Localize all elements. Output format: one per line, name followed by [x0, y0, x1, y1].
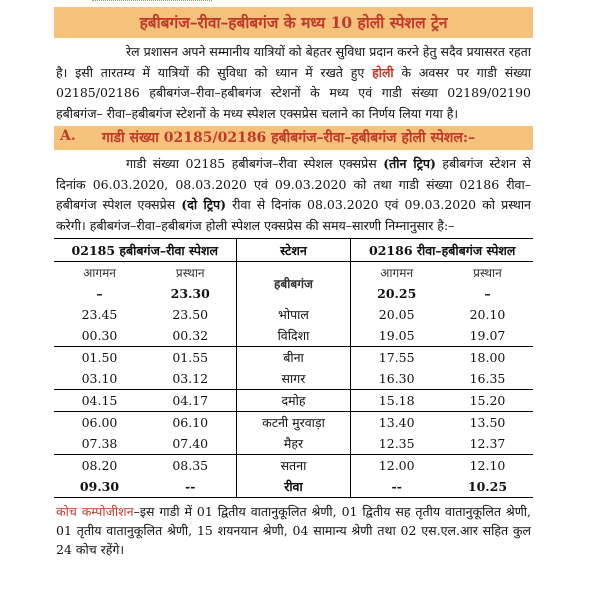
cell: 04.15 [54, 390, 145, 412]
cell: 16.35 [469, 371, 506, 386]
coach-composition-text: –इस गाडी में 01 द्वितीय वातानुकूलित श्रेणी, 01 द्वितीय सह तृतीय वातानुकूलित श्रेणी, 01 तृतीय वातानुकूलित श्रेणी, 15 शयनयान श्रेणी, 04 सामान्य श्रेणी तथा 02 एस.एल.आर सहित कुल 24 कोच रहेंगे। [56, 504, 532, 557]
detail-p1: गाडी संख्या 02185 हबीबगंज–रीवा स्पेशल एक्सप्रेस [126, 156, 377, 171]
section-heading [54, 126, 533, 150]
timetable-subheader-row [54, 262, 533, 284]
table-row [54, 304, 533, 325]
header-mark [92, 0, 212, 5]
cell: 18.00 [442, 347, 533, 369]
station-name: रीवा [236, 476, 351, 497]
cell: 04.17 [145, 390, 236, 412]
cell: 15.18 [351, 390, 442, 412]
cell: 01.55 [145, 347, 236, 369]
intro-paragraph [56, 42, 531, 124]
sub-dep-right: प्रस्थान [473, 266, 502, 280]
cell: 15.20 [442, 390, 533, 412]
row0-arr-left: – [96, 286, 103, 301]
station-name: कटनी मुरवाड़ा [236, 412, 351, 434]
cell: 08.35 [145, 455, 236, 477]
sub-arr-left: आगमन [83, 266, 116, 280]
cell: 10.25 [467, 479, 508, 494]
station-name: मैहर [236, 433, 351, 455]
cell: 09.30 [79, 479, 120, 494]
intro-lead: रेल प्रशासन अपने सम्मानीय यात्रियों को बेहतर सुविधा प्रदान करने हेतु सदैव प्रयासरत रहता है। इसी तारतम्य में यात्रियों की सुविधा को ध्यान में रखते हुए [56, 44, 531, 80]
header-right-train: 02186 रीवा–हबीबगंज स्पेशल [351, 239, 533, 262]
intro-holi: होली [372, 64, 394, 80]
intro-rest: के अवसर पर गाडी संख्या 02185/02186 हबीबगंज–रीवा–हबीबगंज स्टेशनों के मध्य एवं गाडी संख्या 02189/02190 हबीबगंज– रीवा–हबीबगंज स्टेशनों के मध्य स्पेशल एक्सप्रेस चलाने का निर्णय लिया गया है। [56, 64, 531, 121]
detail-p2b: (दो ट्रिप) [181, 197, 227, 212]
table-row [54, 433, 533, 455]
cell: 20.05 [351, 304, 442, 325]
cell: 12.37 [469, 436, 506, 451]
cell: 00.32 [172, 328, 209, 343]
cell: 03.10 [81, 371, 118, 386]
table-row [54, 476, 533, 497]
station-name: दमोह [236, 390, 351, 412]
station-name: सतना [236, 455, 351, 477]
station-name: भोपाल [236, 304, 351, 325]
detail-p2: हबीबगंज स्टेशन से दिनांक 06.03.2020, 08.03.2020 एवं 09.03.2020 को तथा गाडी संख्या 02186 रीवा–हबीबगंज स्पेशल एक्सप्रेस [56, 156, 531, 212]
cell: -- [185, 479, 196, 494]
cell: 23.50 [172, 307, 209, 322]
header-left-train: 02185 हबीबगंज–रीवा स्पेशल [54, 239, 236, 262]
detail-p3: रीवा से दिनांक 08.03.2020 एवं 09.03.2020 को प्रस्थान करेगी। हबीबगंज–रीवा–हबीबगंज होली स्पेशल एक्सप्रेस की समय–सारणी निम्नानुसार है:– [56, 197, 531, 233]
cell: 01.50 [54, 347, 145, 369]
row0-dep-left: 23.30 [170, 286, 210, 301]
cell: 23.45 [81, 307, 118, 322]
cell: 12.00 [351, 455, 442, 477]
title-banner: हबीबगंज–रीवा–हबीबगंज के मध्य 10 होली स्पेशल ट्रेन [54, 7, 533, 38]
row0-dep-right: – [484, 286, 491, 301]
table-row [54, 347, 533, 369]
cell: 20.10 [469, 307, 506, 322]
table-row [54, 455, 533, 477]
section-letter: A. [60, 128, 76, 144]
table-bottom-rule [54, 497, 533, 498]
cell: -- [351, 476, 442, 497]
row0-arr-right: 20.25 [351, 283, 442, 304]
table-row [54, 368, 533, 390]
cell: 17.55 [351, 347, 442, 369]
cell: 00.30 [81, 328, 118, 343]
cell: 08.20 [54, 455, 145, 477]
station-name: सागर [236, 368, 351, 390]
sub-arr-right: आगमन [351, 262, 442, 284]
cell: 06.10 [145, 412, 236, 434]
cell: 19.05 [351, 325, 442, 347]
table-row [54, 325, 533, 347]
station-name: बीना [236, 347, 351, 369]
table-row [54, 412, 533, 434]
timetable-header-row [54, 239, 533, 262]
cell: 07.38 [81, 436, 118, 451]
station-first: हबीबगंज [236, 262, 351, 305]
cell: 12.10 [442, 455, 533, 477]
cell: 13.50 [442, 412, 533, 434]
cell: 03.12 [172, 371, 209, 386]
table-row [54, 390, 533, 412]
timetable [54, 238, 533, 497]
detail-p1b: (तीन ट्रिप) [383, 156, 436, 171]
cell: 13.40 [351, 412, 442, 434]
cell: 16.30 [351, 368, 442, 390]
header-station: स्टेशन [236, 239, 351, 262]
cell: 19.07 [469, 328, 506, 343]
sub-dep-left: प्रस्थान [175, 266, 205, 280]
detail-paragraph [56, 154, 531, 236]
cell: 06.00 [54, 412, 145, 434]
station-name: विदिशा [236, 325, 351, 347]
section-title: गाडी संख्या 02185/02186 हबीबगंज–रीवा–हबीबगंज होली स्पेशल:– [102, 130, 476, 146]
cell: 12.35 [351, 433, 442, 455]
cell: 07.40 [172, 436, 209, 451]
coach-composition-label: कोच कम्पोजीशन [56, 504, 134, 519]
coach-composition [56, 502, 531, 559]
